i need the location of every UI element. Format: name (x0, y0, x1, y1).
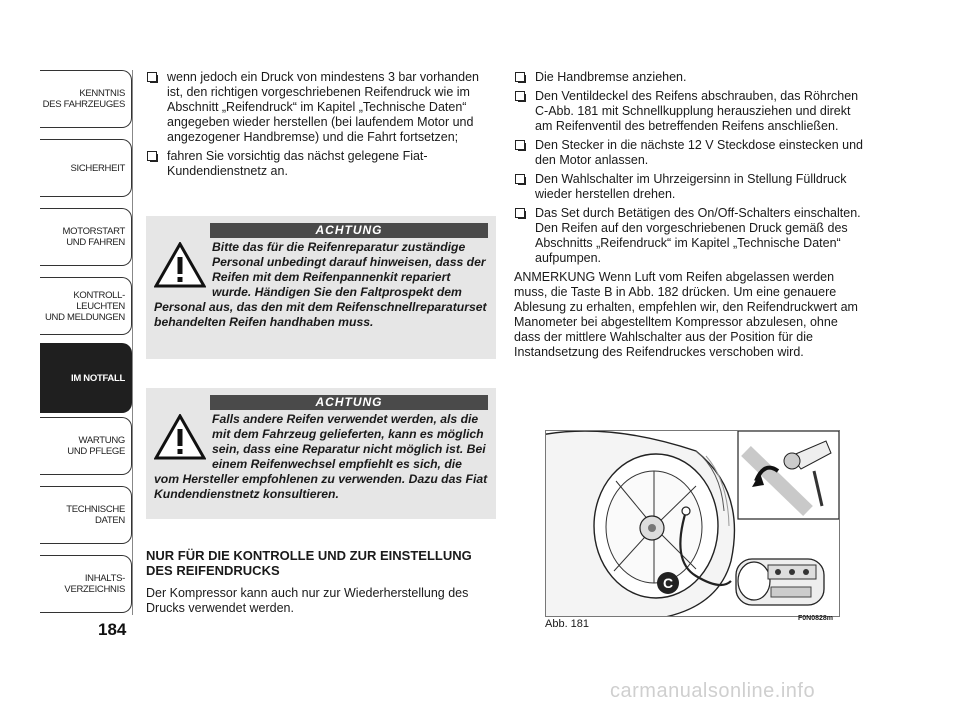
chapter-tab-label: SICHERHEIT (70, 162, 125, 174)
warning-text: Bitte das für die Reifenreparatur zuständige Personal unbedingt darauf hinweisen, dass der Reifen mit dem Reifenpannenkit repariert wurde. Händigen Sie den Faltprospekt dem Personal aus, das den mit dem Reifenschnellreparaturset behandelten Reifen handhaben muss. (154, 240, 487, 329)
chapter-tabs (40, 70, 132, 624)
chapter-tab-label: IM NOTFALL (71, 372, 125, 384)
right-column (514, 70, 866, 360)
warning-text: Falls andere Reifen verwendet werden, als die mit dem Fahrzeug gelieferten, kann es möglich sein, dass eine Reparatur nicht möglich ist. Bei einem Reifenwechsel empfiehlt es sich, die vom Hersteller empfohlenen zu verwenden. Dazu das Fiat Kundendienstnetz konsultieren. (154, 412, 488, 501)
warning-header: ACHTUNG (210, 395, 488, 410)
checkbox-bullet-icon (515, 208, 525, 218)
chapter-tab-label: TECHNISCHE DATEN (66, 504, 125, 526)
left-column (146, 70, 498, 183)
note-paragraph: ANMERKUNG Wenn Luft vom Reifen abgelassen werden muss, die Taste B in Abb. 182 drücken. Um eine genauere Ablesung zu erhalten, empfehlen wir, den Reifendruckwert am Manometer bei abgestelltem Kompressor abzulesen, ohne dass der mittlere Wahlschalter aus der Position für die Instandsetzung des Reifendruckes verschoben wird. (514, 270, 858, 359)
chapter-tab-label: MOTORSTART UND FAHREN (62, 226, 125, 248)
checkbox-bullet-icon (147, 72, 157, 82)
chapter-tab-4[interactable] (40, 277, 132, 335)
chapter-tab-label: KONTROLL- LEUCHTEN UND MELDUNGEN (44, 289, 125, 323)
callout-label-c: C (662, 575, 674, 591)
list-item: wenn jedoch ein Druck von mindestens 3 bar vorhanden ist, den richtigen vorgeschriebenen Reifendruck wie im Abschnitt „Reifendruck“ im Kapitel „Technische Daten“ angegeben wieder herstellen (bei laufendem Motor und angezogener Handbremse) und die Fahrt fortsetzen; (146, 70, 498, 145)
warning-triangle-icon (154, 414, 206, 460)
page-number: 184 (98, 620, 127, 639)
list-item: Den Wahlschalter im Uhrzeigersinn in Stellung Fülldruck wieder herstellen drehen. (514, 172, 866, 202)
figure-tire-compressor (545, 430, 840, 617)
warning-box-2 (146, 388, 496, 519)
chapter-tab-6[interactable] (40, 417, 132, 475)
chapter-tab-3[interactable] (40, 208, 132, 266)
list-item: Das Set durch Betätigen des On/Off-Schalters einschalten. Den Reifen auf den vorgeschriebenen Druck gemäß des Abschnitts „Reifendruck“ im Kapitel „Technische Daten“ aufpumpen. (514, 206, 866, 266)
warning-triangle-icon (154, 242, 206, 288)
checkbox-bullet-icon (147, 151, 157, 161)
figure-code: F0N0828m (798, 615, 834, 622)
checkbox-bullet-icon (515, 174, 525, 184)
divider-line (132, 70, 133, 615)
chapter-tab-7[interactable] (40, 486, 132, 544)
chapter-tab-2[interactable] (40, 139, 132, 197)
chapter-tab-5[interactable] (40, 343, 132, 413)
chapter-tab-1[interactable] (40, 70, 132, 128)
list-item: Den Stecker in die nächste 12 V Steckdose einstecken und den Motor anlassen. (514, 138, 866, 168)
figure-caption: Abb. 181 (545, 618, 590, 630)
chapter-tab-label: KENNTNIS DES FAHRZEUGES (42, 88, 125, 110)
checkbox-bullet-icon (515, 140, 525, 150)
chapter-tab-label: INHALTS- VERZEICHNIS (64, 573, 125, 595)
list-item: fahren Sie vorsichtig das nächst gelegene Fiat-Kundendienstnetz an. (146, 149, 498, 179)
chapter-tab-8[interactable] (40, 555, 132, 613)
list-item: Den Ventildeckel des Reifens abschrauben, das Röhrchen C-Abb. 181 mit Schnellkupplung herausziehen und direkt am Reifenventil des betreffenden Reifens anschließen. (514, 89, 866, 134)
checkbox-bullet-icon (515, 91, 525, 101)
checkbox-bullet-icon (515, 72, 525, 82)
warning-header: ACHTUNG (210, 223, 488, 238)
list-item: Die Handbremse anziehen. (514, 70, 866, 85)
watermark: carmanualsonline.info (610, 680, 816, 702)
section-title: NUR FÜR DIE KONTROLLE UND ZUR EINSTELLUNG DES REIFENDRUCKS (146, 548, 472, 578)
warning-box-1 (146, 216, 496, 359)
tire-compressor-illustration (546, 431, 839, 616)
chapter-tab-label: WARTUNG UND PFLEGE (67, 435, 125, 457)
section-text: Der Kompressor kann auch nur zur Wiederherstellung des Drucks verwendet werden. (146, 586, 469, 615)
